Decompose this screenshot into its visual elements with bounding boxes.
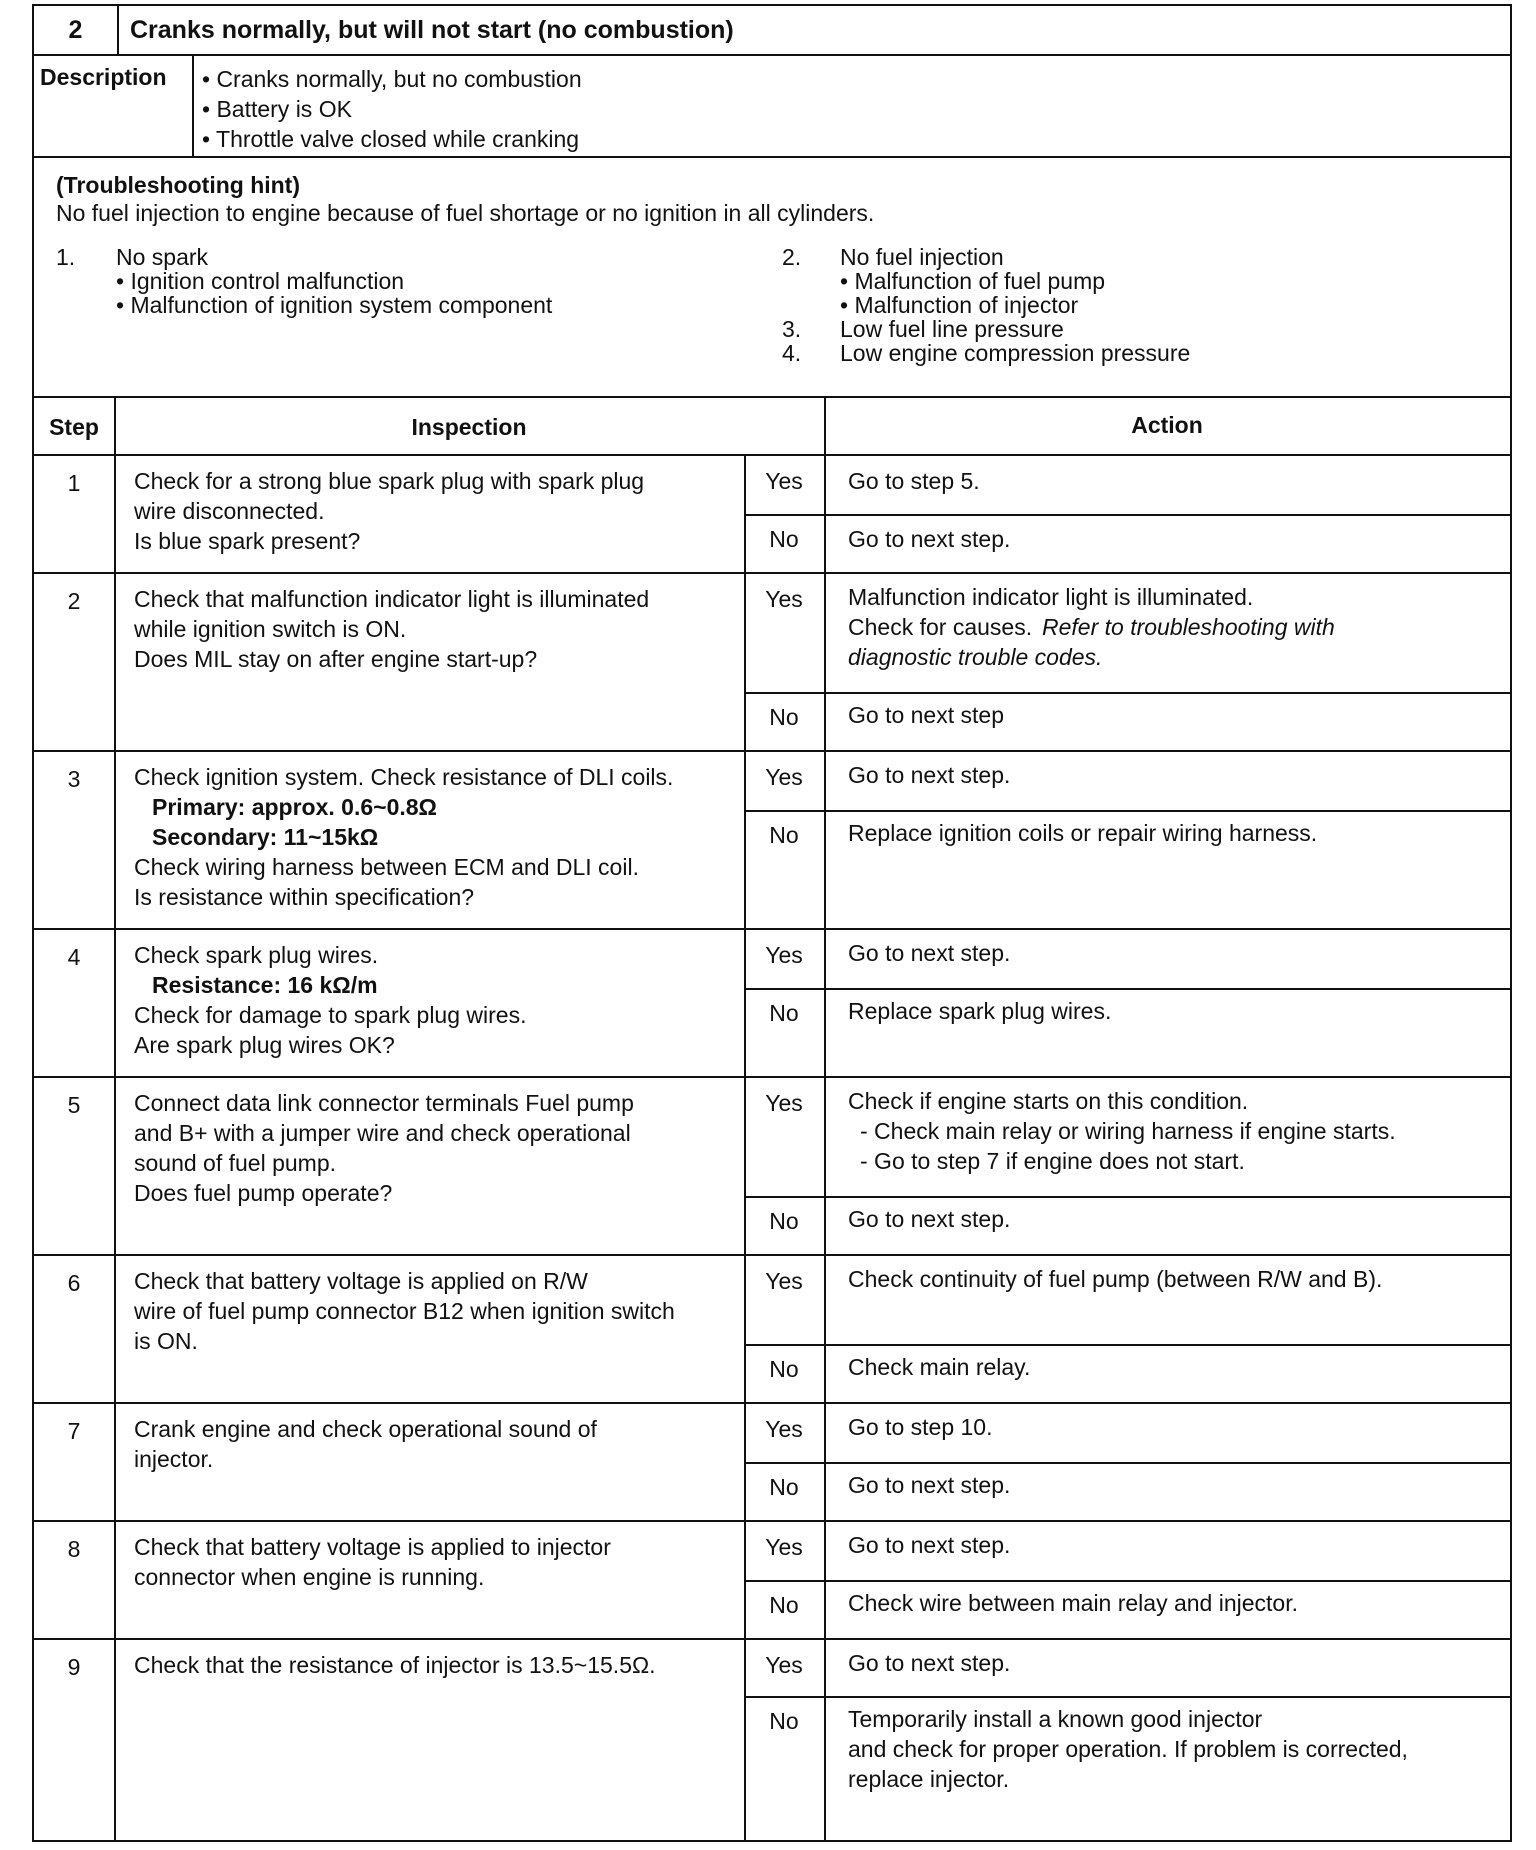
column-header-inspection: Inspection — [411, 414, 527, 440]
action-yes: - Check main relay or wiring harness if engine starts. — [860, 1118, 1396, 1144]
step-number: 3 — [67, 766, 81, 792]
inspection-line: wire of fuel pump connector B12 when ignition switch — [134, 1298, 675, 1324]
inspection-line: and B+ with a jumper wire and check operational — [134, 1120, 631, 1146]
step-number: 6 — [67, 1270, 81, 1296]
rule — [34, 750, 1510, 752]
inspection-line: Check for damage to spark plug wires. — [134, 1002, 527, 1028]
action-yes: Go to next step. — [848, 762, 1011, 788]
action-no: Check main relay. — [848, 1354, 1031, 1380]
step-number: 5 — [67, 1092, 81, 1118]
rule — [34, 396, 1510, 398]
action-no: and check for proper operation. If problem is corrected, — [848, 1736, 1408, 1762]
description-item: • Throttle valve closed while cranking — [202, 126, 580, 152]
action-yes: Go to next step. — [848, 940, 1011, 966]
yes-label: Yes — [765, 942, 803, 968]
hint-item: No fuel injection — [840, 244, 1004, 270]
column-header-action: Action — [1131, 412, 1203, 438]
inspection-line: Check that battery voltage is applied to injector — [134, 1534, 611, 1560]
inspection-line: Check that the resistance of injector is 13.5~15.5Ω. — [134, 1652, 656, 1678]
column-divider-action — [824, 396, 826, 1840]
rule — [34, 1076, 1510, 1078]
inspection-line: Connect data link connector terminals Fuel pump — [134, 1090, 634, 1116]
rule — [744, 988, 1510, 990]
inspection-line: wire disconnected. — [134, 498, 325, 524]
action-no: Go to next step. — [848, 1206, 1011, 1232]
rule — [34, 454, 1510, 456]
action-yes: Check if engine starts on this condition. — [848, 1088, 1249, 1114]
no-label: No — [769, 1592, 799, 1618]
inspection-line: Check ignition system. Check resistance of DLI coils. — [134, 764, 674, 790]
hint-item: No spark — [116, 244, 209, 270]
hint-item: • Ignition control malfunction — [116, 268, 405, 294]
description-item: • Battery is OK — [202, 96, 352, 122]
no-label: No — [769, 1474, 799, 1500]
header-number: 2 — [68, 16, 83, 44]
yes-label: Yes — [765, 1268, 803, 1294]
action-no: Go to next step. — [848, 526, 1011, 552]
action-yes: Check for causes. — [848, 614, 1033, 640]
inspection-line: Crank engine and check operational sound of — [134, 1416, 597, 1442]
column-header-step: Step — [49, 414, 99, 440]
action-yes: Go to next step. — [848, 1532, 1011, 1558]
rule — [744, 1344, 1510, 1346]
rule — [34, 1254, 1510, 1256]
rule — [34, 1638, 1510, 1640]
description-label: Description — [40, 64, 167, 90]
action-yes: Go to step 10. — [848, 1414, 993, 1440]
rule — [34, 156, 1510, 158]
inspection-line: is ON. — [134, 1328, 198, 1354]
no-label: No — [769, 704, 799, 730]
rule — [34, 54, 1510, 56]
hint-item: • Malfunction of ignition system component — [116, 292, 553, 318]
hint-num: 1. — [56, 244, 76, 270]
action-no: Check wire between main relay and injector. — [848, 1590, 1299, 1616]
yes-label: Yes — [765, 468, 803, 494]
rule — [744, 1196, 1510, 1198]
hint-item: Low fuel line pressure — [840, 316, 1064, 342]
hint-item: Low engine compression pressure — [840, 340, 1191, 366]
inspection-line: Check wiring harness between ECM and DLI coil. — [134, 854, 639, 880]
no-label: No — [769, 1708, 799, 1734]
action-yes: Go to step 5. — [848, 468, 980, 494]
step-number: 7 — [67, 1418, 81, 1444]
hint-item: • Malfunction of injector — [840, 292, 1079, 318]
action-yes: Check continuity of fuel pump (between R/W and B). — [848, 1266, 1383, 1292]
header-title: Cranks normally, but will not start (no combustion) — [130, 16, 734, 44]
column-divider-step — [114, 396, 116, 1840]
no-label: No — [769, 1000, 799, 1026]
action-yes: Malfunction indicator light is illuminated. — [848, 584, 1254, 610]
inspection-line: connector when engine is running. — [134, 1564, 485, 1590]
inspection-line: injector. — [134, 1446, 214, 1472]
yes-label: Yes — [765, 1416, 803, 1442]
hint-item: • Malfunction of fuel pump — [840, 268, 1106, 294]
hint-num: 4. — [782, 340, 802, 366]
yes-label: Yes — [765, 1534, 803, 1560]
rule — [744, 810, 1510, 812]
spec-line: Secondary: 11~15kΩ — [152, 824, 379, 850]
action-no: Go to next step — [848, 702, 1004, 728]
step-number: 1 — [67, 470, 81, 496]
inspection-line: Check for a strong blue spark plug with spark plug — [134, 468, 645, 494]
rule — [744, 1580, 1510, 1582]
rule — [744, 1696, 1510, 1698]
step-number: 2 — [67, 588, 81, 614]
action-yes: - Go to step 7 if engine does not start. — [860, 1148, 1245, 1174]
description-item: • Cranks normally, but no combustion — [202, 66, 582, 92]
troubleshooting-sheet — [32, 4, 1512, 1842]
inspection-line: Does fuel pump operate? — [134, 1180, 393, 1206]
inspection-line: Are spark plug wires OK? — [134, 1032, 395, 1058]
rule — [34, 572, 1510, 574]
step-number: 9 — [67, 1654, 81, 1680]
spec-line: Primary: approx. 0.6~0.8Ω — [152, 794, 437, 820]
rule — [34, 928, 1510, 930]
action-no: Replace spark plug wires. — [848, 998, 1112, 1024]
inspection-line: Is resistance within specification? — [134, 884, 475, 910]
no-label: No — [769, 1208, 799, 1234]
no-label: No — [769, 822, 799, 848]
inspection-line: Check that battery voltage is applied on R/W — [134, 1268, 588, 1294]
rule — [744, 1462, 1510, 1464]
action-yes-reference: Refer to troubleshooting with — [1042, 614, 1335, 640]
header-divider — [117, 6, 119, 54]
step-number: 4 — [67, 944, 81, 970]
action-yes: Go to next step. — [848, 1650, 1011, 1676]
rule — [744, 692, 1510, 694]
rule — [744, 514, 1510, 516]
spec-line: Resistance: 16 kΩ/m — [152, 972, 378, 998]
action-no: Go to next step. — [848, 1472, 1011, 1498]
rule — [34, 1402, 1510, 1404]
inspection-line: Is blue spark present? — [134, 528, 361, 554]
yes-label: Yes — [765, 764, 803, 790]
inspection-line: while ignition switch is ON. — [134, 616, 407, 642]
description-divider — [192, 54, 194, 156]
no-label: No — [769, 1356, 799, 1382]
action-no: Temporarily install a known good injector — [848, 1706, 1263, 1732]
inspection-line: Does MIL stay on after engine start-up? — [134, 646, 538, 672]
inspection-line: Check that malfunction indicator light is illuminated — [134, 586, 650, 612]
action-no: replace injector. — [848, 1766, 1010, 1792]
hint-num: 3. — [782, 316, 802, 342]
step-number: 8 — [67, 1536, 81, 1562]
action-yes-reference: diagnostic trouble codes. — [848, 644, 1103, 670]
yes-label: Yes — [765, 586, 803, 612]
no-label: No — [769, 526, 799, 552]
yes-label: Yes — [765, 1090, 803, 1116]
column-divider-yesno — [744, 454, 746, 1840]
hint-num: 2. — [782, 244, 802, 270]
yes-label: Yes — [765, 1652, 803, 1678]
hint-intro: No fuel injection to engine because of fuel shortage or no ignition in all cylinders. — [56, 200, 875, 226]
inspection-line: sound of fuel pump. — [134, 1150, 337, 1176]
action-no: Replace ignition coils or repair wiring harness. — [848, 820, 1318, 846]
hint-heading: (Troubleshooting hint) — [56, 172, 301, 198]
inspection-line: Check spark plug wires. — [134, 942, 379, 968]
rule — [34, 1520, 1510, 1522]
